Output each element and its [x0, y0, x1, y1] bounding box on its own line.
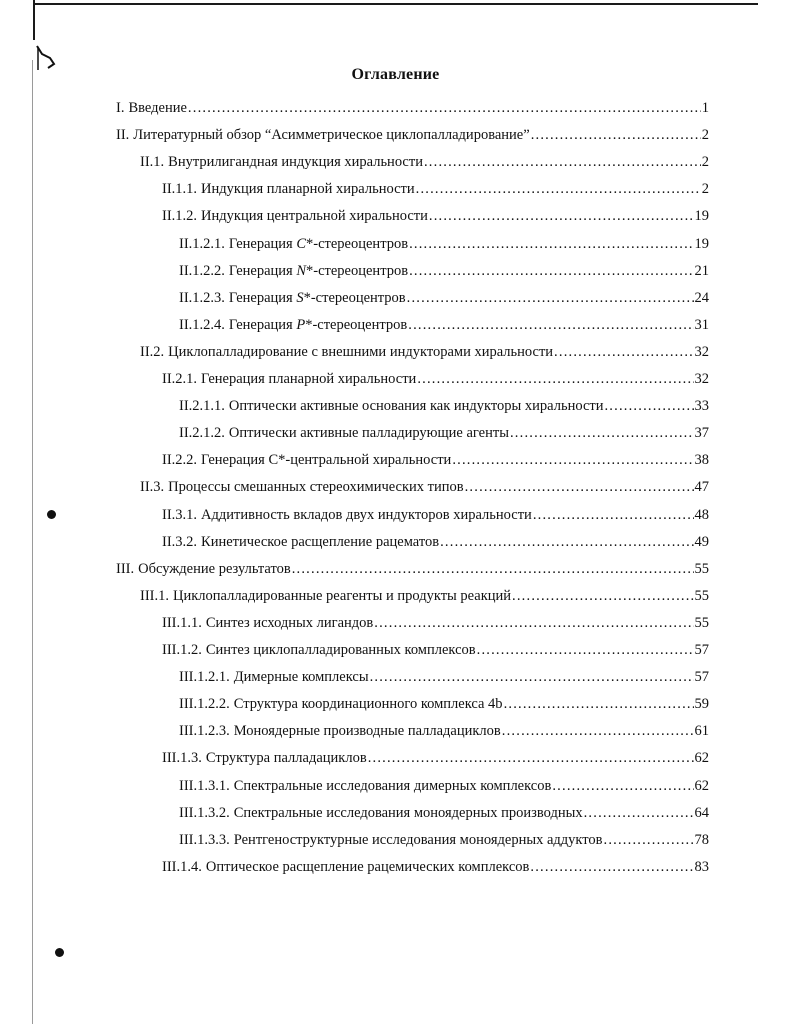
toc-entry-page: 2 [701, 154, 709, 171]
toc-entry[interactable] [179, 776, 709, 796]
toc-entry[interactable] [179, 803, 709, 823]
toc-entry-title-suffix: *-стереоцентров [306, 235, 409, 252]
toc-entry-number: II.1.2.1. [179, 235, 225, 252]
toc-entry-number: II.2.2. [162, 452, 198, 469]
toc-entry-page: 62 [694, 777, 709, 794]
toc-dot-leader [512, 586, 693, 606]
toc-entry-title: Генерация С*-центральной хиральности [201, 452, 452, 469]
toc-dot-leader [604, 830, 694, 850]
toc-entry[interactable] [179, 721, 709, 741]
toc-entry-page: 19 [694, 208, 709, 225]
toc-entry-title: Индукция планарной хиральности [201, 181, 415, 198]
toc-entry-page: 31 [694, 316, 709, 333]
toc-dot-leader [368, 748, 694, 768]
toc-entry-title-suffix: *-стереоцентров [305, 316, 408, 333]
toc-entry-page: 62 [694, 750, 709, 767]
toc-dot-leader [424, 152, 701, 172]
toc-entry-title: Димерные комплексы [233, 669, 369, 686]
toc-entry-number: II.2.1.1. [179, 398, 225, 415]
toc-entry[interactable] [179, 694, 709, 714]
toc-dot-leader [374, 613, 693, 633]
toc-entry-title-prefix: Генерация [228, 262, 297, 279]
toc-dot-leader [510, 423, 694, 443]
toc-entry-number: II.2. [140, 343, 165, 360]
toc-dot-leader [584, 803, 694, 823]
toc-entry[interactable] [162, 450, 709, 470]
toc-entry-title-symbol: P [296, 316, 306, 333]
toc-entry-title-prefix: Генерация [228, 316, 297, 333]
toc-entry-title: Синтез исходных лигандов [205, 614, 374, 631]
toc-entry-page: 57 [694, 669, 709, 686]
toc-entry-number: II.1.2.2. [179, 262, 225, 279]
toc-entry-page: 83 [694, 858, 709, 875]
toc-entry-number: II.1.1. [162, 181, 198, 198]
toc-entry-page: 49 [694, 533, 709, 550]
toc-entry-title: Моноядерные производные палладациклов [233, 723, 501, 740]
toc-entry-title [229, 234, 408, 254]
toc-entry-title-prefix: Генерация [228, 235, 297, 252]
toc-entry-number: II. [116, 127, 130, 144]
toc-entry-page: 32 [694, 343, 709, 360]
toc-entry-page: 78 [694, 831, 709, 848]
toc-entry-title: Оптическое расщепление рацемических комплексов [205, 858, 530, 875]
toc-entry-page: 55 [694, 587, 709, 604]
toc-dot-leader [409, 261, 693, 281]
toc-entry-title: Генерация планарной хиральности [201, 371, 417, 387]
toc-entry-page: 38 [694, 452, 709, 469]
toc-entry-title-prefix: Генерация [228, 289, 297, 306]
toc-dot-leader [416, 179, 701, 199]
toc-entry-title-suffix: *-стереоцентров [306, 262, 409, 279]
toc-entry-number: III.1.2.3. [179, 723, 230, 740]
toc-entry-title: Индукция центральной хиральности [201, 208, 428, 225]
toc-entry-page: 21 [694, 262, 709, 279]
toc-entry[interactable] [162, 640, 709, 660]
toc-entry[interactable] [179, 423, 709, 443]
toc-dot-leader [429, 206, 694, 226]
toc-dot-leader [552, 776, 693, 796]
toc-entry-title: Внутрилигандная индукция хиральности [168, 154, 423, 171]
toc-entry-title: Синтез циклопалладированных комплексов [205, 642, 476, 658]
toc-entry[interactable] [116, 98, 709, 118]
toc-entry[interactable] [162, 369, 709, 389]
toc-dot-leader [407, 288, 694, 308]
toc-entry-number: III. [116, 560, 135, 577]
toc-entry-page: 2 [701, 181, 709, 198]
toc-entry-page: 48 [694, 506, 709, 523]
toc-entry-page: 61 [694, 723, 709, 740]
toc-entry-title: Аддитивность вкладов двух индукторов хиральности [201, 506, 532, 523]
toc-dot-leader [465, 477, 694, 497]
toc-entry-title: Обсуждение результатов [138, 560, 291, 577]
toc-entry-title-symbol: N [296, 262, 307, 279]
toc-entry-number: II.3.2. [162, 533, 198, 550]
toc-entry-number: III.1.3.2. [179, 804, 230, 821]
toc-entry-page: 57 [694, 642, 709, 658]
page-title: Оглавление [351, 66, 440, 83]
toc-entry-title: Оптически активные основания как индукторы хиральности [228, 398, 604, 415]
toc-entry-number: III.1.2. [162, 642, 202, 658]
toc-entry-number: III.1.4. [162, 858, 202, 875]
toc-entry-page: 19 [694, 235, 709, 252]
toc-dot-leader [292, 559, 694, 579]
toc-entry-page: 55 [694, 614, 709, 631]
toc-entry[interactable] [162, 505, 709, 525]
toc-entry[interactable] [179, 261, 709, 281]
toc-entry-number: I. [116, 100, 125, 116]
toc-dot-leader [502, 721, 694, 741]
toc-entry-page: 33 [694, 398, 709, 415]
toc-entry-number: II.1. [140, 154, 165, 171]
toc-entry[interactable] [116, 559, 709, 579]
toc-entry-number: II.1.2.3. [179, 289, 225, 306]
toc-entry-title: Рентгеноструктурные исследования моноядерных аддуктов [233, 831, 603, 848]
toc-entry[interactable] [179, 315, 709, 335]
toc-dot-leader [504, 694, 694, 714]
scan-border-left [33, 0, 35, 40]
toc-entry[interactable] [179, 830, 709, 850]
toc-entry-page: 1 [701, 100, 709, 116]
toc-entry[interactable] [162, 613, 709, 633]
toc-entry-page: 37 [694, 425, 709, 442]
toc-entry-title: Структура координационного комплекса 4b [233, 696, 503, 713]
toc-entry-number: II.2.1.2. [179, 425, 225, 442]
toc-entry[interactable] [179, 288, 709, 308]
toc-dot-leader [408, 315, 693, 335]
toc-dot-leader [531, 125, 701, 145]
toc-entry[interactable] [162, 206, 709, 226]
toc-entry-title-symbol: S [296, 289, 304, 306]
toc-entry-number: III.1.3. [162, 750, 202, 767]
toc-dot-leader [477, 640, 694, 660]
toc-entry-title: Структура палладациклов [205, 750, 367, 767]
toc-entry[interactable] [162, 857, 709, 877]
toc-entry-title [229, 315, 407, 335]
scan-dot [47, 510, 56, 519]
toc-entry-page: 24 [694, 289, 709, 306]
toc-dot-leader [440, 532, 693, 552]
toc-entry[interactable] [140, 152, 709, 172]
toc-entry-page: 32 [694, 371, 709, 387]
toc-entry[interactable] [179, 234, 709, 254]
toc-entry-page: 2 [701, 127, 709, 144]
toc-entry-number: III.1.3.1. [179, 777, 230, 794]
toc-entry[interactable] [162, 748, 709, 768]
toc-dot-leader [409, 234, 693, 254]
toc-dot-leader [452, 450, 693, 470]
toc-entry-number: II.1.2.4. [179, 316, 225, 333]
toc-entry-page: 55 [694, 560, 709, 577]
toc-entry-title: Литературный обзор “Асимметрическое циклопалладирование” [133, 127, 530, 144]
toc-dot-leader [533, 505, 694, 525]
toc-entry-page: 47 [694, 479, 709, 496]
toc-entry-title [229, 288, 406, 308]
toc-entry[interactable] [140, 586, 709, 606]
toc-entry-title: Процессы смешанных стереохимических типов [168, 479, 464, 496]
toc-entry[interactable] [162, 532, 709, 552]
toc-entry-title-symbol: C [296, 235, 307, 252]
toc-entry-number: III.1.1. [162, 614, 202, 631]
toc-entry-number: II.2.1. [162, 371, 198, 387]
scan-border-left-faint [32, 60, 33, 1024]
toc-entry-number: II.1.2. [162, 208, 198, 225]
toc-dot-leader [530, 857, 693, 877]
scan-dot [55, 948, 64, 957]
toc-dot-leader [554, 342, 693, 362]
toc-entry-number: II.3. [140, 479, 165, 496]
toc-entry-title: Циклопалладирование с внешними индукторами хиральности [168, 343, 554, 360]
toc-dot-leader [417, 369, 693, 389]
toc-dot-leader [370, 667, 694, 687]
toc-entry-title: Спектральные исследования димерных комплексов [233, 777, 552, 794]
toc-entry-title: Кинетическое расщепление рацематов [201, 533, 440, 550]
toc-entry-number: III.1. [140, 587, 169, 604]
toc-entry-number: III.1.3.3. [179, 831, 230, 848]
toc-entry-title: Циклопалладированные реагенты и продукты реакций [173, 587, 512, 604]
toc-entry-title-suffix: *-стереоцентров [303, 289, 406, 306]
toc-dot-leader [188, 98, 701, 118]
toc-entry[interactable] [179, 396, 709, 416]
toc-entry-number: II.3.1. [162, 506, 198, 523]
toc-dot-leader [604, 396, 693, 416]
toc-entry-title [229, 261, 408, 281]
scan-border-top [34, 3, 758, 5]
toc-entry-title: Оптически активные палладирующие агенты [228, 425, 509, 442]
toc-entry-title: Спектральные исследования моноядерных производных [233, 804, 583, 821]
toc-entry[interactable] [140, 342, 709, 362]
toc-entry[interactable] [116, 125, 709, 145]
toc-entry[interactable] [179, 667, 709, 687]
toc-entry-number: III.1.2.1. [179, 669, 230, 686]
toc-entry-number: III.1.2.2. [179, 696, 230, 713]
toc-entry[interactable] [162, 179, 709, 199]
toc-entry[interactable] [140, 477, 709, 497]
toc-entry-title: Введение [128, 100, 187, 116]
toc-entry-page: 59 [694, 696, 709, 713]
toc-entry-page: 64 [694, 804, 709, 821]
